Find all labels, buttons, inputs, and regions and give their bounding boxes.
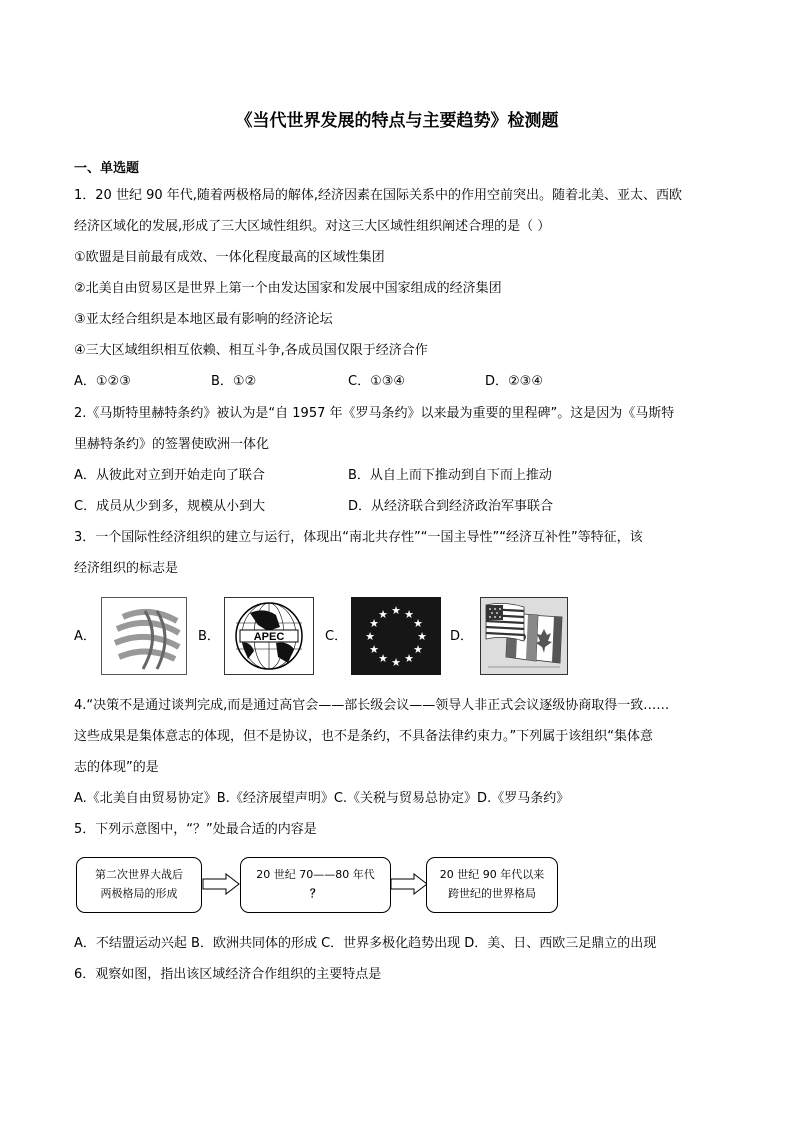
flow-arrow-2-icon (390, 873, 428, 895)
q1-option-d[interactable]: D．②③④ (485, 374, 543, 389)
q3-option-d[interactable]: D． (450, 629, 474, 644)
flow-box1-line2: 两极格局的形成 (100, 887, 178, 900)
flow-box2-question-mark: ？ (310, 887, 321, 900)
q1-option-c[interactable]: C．①③④ (348, 374, 406, 389)
flow-box-postwar-bipolar (76, 857, 202, 913)
svg-text:★: ★ (378, 652, 388, 665)
wto-logo-icon (101, 597, 187, 675)
q3-option-a[interactable]: A． (74, 629, 96, 644)
q1-statement-3: ③亚太经合组织是本地区最有影响的经济论坛 (74, 312, 333, 327)
q1-option-a[interactable]: A．①②③ (74, 374, 131, 389)
q1-stem-line2: 经济区域化的发展,形成了三大区域性组织。对这三大区域性组织阐述合理的是（ ） (74, 219, 551, 234)
q4-stem-line1: 4.“决策不是通过谈判完成,而是通过高官会——部长级会议——领导人非正式会议逐级协商取得一致…… (74, 698, 670, 713)
q1-option-b[interactable]: B．①② (211, 374, 257, 389)
svg-text:★: ★ (391, 656, 401, 669)
wto-logo-image[interactable] (101, 597, 187, 675)
q3-stem-line2: 经济组织的标志是 (74, 561, 179, 576)
flow-box-90s-world-pattern (426, 857, 558, 913)
nafta-flags-icon (480, 597, 568, 675)
q2-option-c[interactable]: C．成员从少到多，规模从小到大 (74, 499, 266, 514)
q2-option-b[interactable]: B．从自上而下推动到自下而上推动 (348, 468, 552, 483)
svg-text:★: ★ (369, 617, 379, 630)
q2-option-a[interactable]: A．从彼此对立到开始走向了联合 (74, 468, 265, 483)
q1-statement-1: ①欧盟是目前最有成效、一体化程度最高的区域性集团 (74, 250, 385, 265)
svg-text:★: ★ (391, 604, 401, 617)
q2-stem-line2: 里赫特条约》的签署使欧洲一体化 (74, 437, 270, 452)
svg-text:★: ★ (417, 630, 427, 643)
flow-box3-line2: 跨世纪的世界格局 (448, 887, 536, 900)
nafta-flags-image[interactable] (480, 597, 568, 675)
q3-option-c[interactable]: C． (325, 629, 348, 644)
apec-logo-image[interactable] (224, 597, 314, 675)
q2-option-d[interactable]: D．从经济联合到经济政治军事联合 (348, 499, 554, 514)
svg-text:★: ★ (413, 643, 423, 656)
q4-options[interactable]: A.《北美自由贸易协定》B.《经济展望声明》C.《关税与贸易总协定》D.《罗马条约》 (74, 791, 570, 806)
q1-statement-4: ④三大区域组织相互依赖、相互斗争,各成员国仅限于经济合作 (74, 343, 428, 358)
flow-box-70s-80s (240, 857, 391, 913)
q5-stem-line1: 5．下列示意图中，“？”处最合适的内容是 (74, 822, 317, 837)
q1-statement-2: ②北美自由贸易区是世界上第一个由发达国家和发展中国家组成的经济集团 (74, 281, 502, 296)
svg-text:★: ★ (413, 617, 423, 630)
document-title: 《当代世界发展的特点与主要趋势》检测题 (235, 111, 559, 131)
q3-stem-line1: 3．一个国际性经济组织的建立与运行，体现出“南北共存性”“一国主导性”“经济互补性”等特征，该 (74, 530, 643, 545)
q4-stem-line3: 志的体现”的是 (74, 760, 159, 775)
svg-text:★: ★ (369, 643, 379, 656)
eu-stars-icon (351, 597, 441, 675)
section-heading: 一、单选题 (74, 161, 140, 176)
q4-stem-line2: 这些成果是集体意志的体现，但不是协议，也不是条约，不具备法律约束力。”下列属于该组织“集体意 (74, 729, 653, 744)
q3-option-b[interactable]: B． (198, 629, 220, 644)
apec-globe-icon (224, 597, 314, 675)
flow-box3-line1: 20 世纪 90 年代以来 (439, 868, 545, 881)
svg-text:★: ★ (404, 652, 414, 665)
svg-text:★: ★ (404, 608, 414, 621)
apec-logo-text: APEC (253, 631, 285, 643)
eu-flag-image[interactable] (351, 597, 441, 675)
svg-text:★: ★ (378, 608, 388, 621)
flow-box2-line1: 20 世纪 70——80 年代 (256, 868, 375, 881)
q1-stem-line1: 1．20 世纪 90 年代,随着两极格局的解体,经济因素在国际关系中的作用空前突出。随着北美、亚太、西欧 (74, 188, 683, 203)
flow-box1-line1: 第二次世界大战后 (95, 868, 183, 881)
q5-options[interactable]: A．不结盟运动兴起 B．欧洲共同体的形成 C．世界多极化趋势出现 D．美、日、西欧三足鼎立的出现 (74, 936, 657, 951)
flow-arrow-1-icon (202, 873, 240, 895)
q2-stem-line1: 2.《马斯特里赫特条约》被认为是“自 1957 年《罗马条约》以来最为重要的里程碑”。这是因为《马斯特 (74, 406, 675, 421)
q6-stem-line1: 6．观察如图，指出该区域经济合作组织的主要特点是 (74, 967, 382, 982)
svg-text:★: ★ (365, 630, 375, 643)
